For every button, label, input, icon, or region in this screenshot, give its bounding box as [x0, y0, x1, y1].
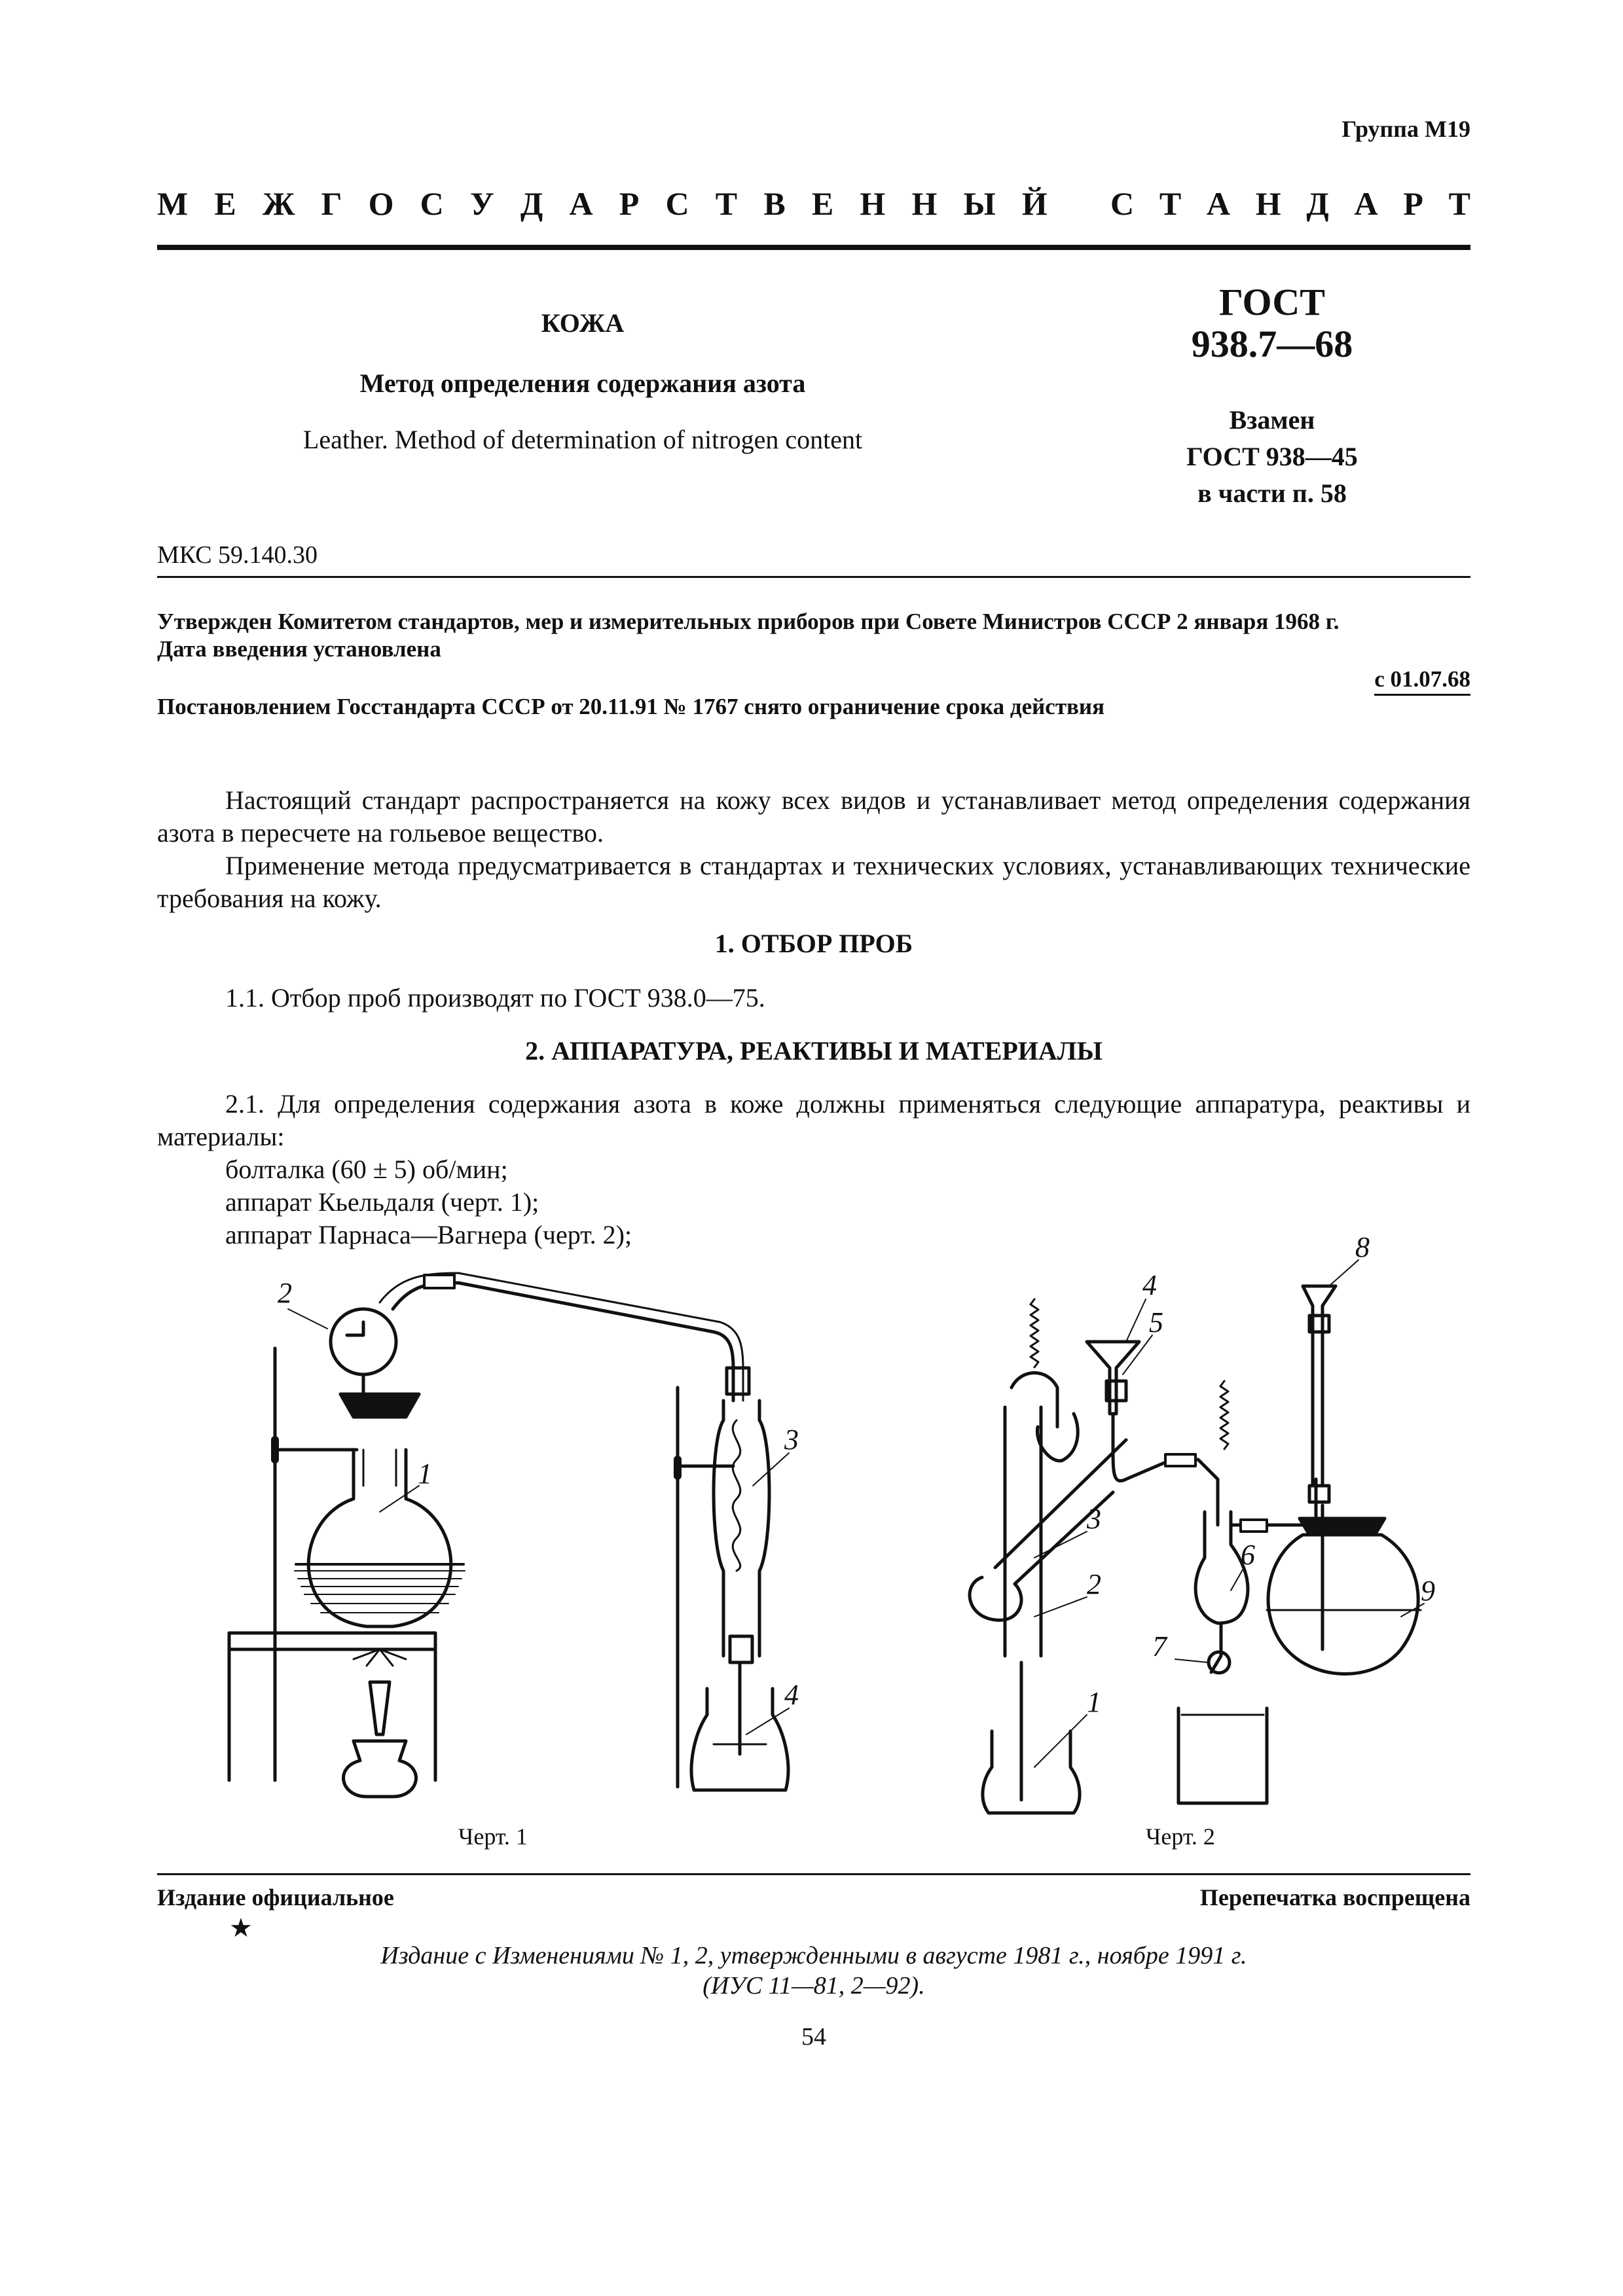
figure-2-label: 6	[1241, 1539, 1255, 1571]
approval-line: Утвержден Комитетом стандартов, мер и измерительных приборов при Совете Министров СССР 2 января 1968 г.	[157, 609, 1340, 634]
banner-letter: Р	[1403, 185, 1423, 222]
figure-2-label: 3	[1087, 1503, 1101, 1535]
figure-2-label: 9	[1421, 1575, 1435, 1607]
validity-note: Постановлением Госстандарта СССР от 20.11.91 № 1767 снято ограничение срока действия	[157, 694, 1105, 719]
reprint-prohibited: Перепечатка воспрещена	[1199, 1884, 1470, 1910]
banner-letter: А	[569, 185, 593, 222]
mks-code: МКС 59.140.30	[157, 541, 318, 569]
banner-letter: С	[1110, 185, 1135, 222]
banner-letter: Р	[619, 185, 640, 222]
list-item: аппарат Парнаса—Вагнера (черт. 2);	[225, 1220, 632, 1249]
banner-letter: Ы	[963, 185, 996, 222]
figure-1-caption: Черт. 1	[458, 1823, 528, 1850]
banner-letter: О	[368, 185, 394, 222]
banner-letter: Е	[811, 185, 834, 222]
edition-note: Издание с Изменениями № 1, 2, утвержденными в августе 1981 г., ноябре 1991 г.	[380, 1942, 1247, 1969]
figure-1-label: 3	[784, 1424, 799, 1456]
section-1-heading: 1. ОТБОР ПРОБ	[714, 929, 913, 958]
application-paragraph: Применение метода предусматривается в стандартах и технических условиях, устанавливающих технические требования на кожу.	[157, 851, 1470, 913]
figure-2-label: 5	[1149, 1306, 1163, 1338]
gost-number: 938.7—68	[1191, 323, 1353, 365]
footer-rule	[157, 1873, 1470, 1875]
banner-letter: С	[420, 185, 444, 222]
group-code: Группа М19	[1341, 116, 1470, 142]
figure-2-label: 7	[1152, 1630, 1167, 1662]
banner-letter: Д	[520, 185, 543, 222]
banner-letter: Д	[1306, 185, 1329, 222]
figure-2-label: 1	[1087, 1686, 1101, 1718]
replaces-line-1: Взамен	[1229, 405, 1315, 435]
figure-1-label: 2	[278, 1277, 292, 1309]
banner-letter: Й	[1021, 185, 1048, 222]
section-2-heading: 2. АППАРАТУРА, РЕАКТИВЫ И МАТЕРИАЛЫ	[525, 1036, 1103, 1066]
page-number: 54	[801, 2023, 826, 2051]
list-item: болталка (60 ± 5) об/мин;	[225, 1155, 508, 1184]
effective-date-label: Дата введения установлена	[157, 636, 441, 662]
replaces-line-3: в части п. 58	[1197, 478, 1347, 508]
figure-2-label: 8	[1355, 1231, 1370, 1263]
clause-1-1: 1.1. Отбор проб производят по ГОСТ 938.0—75.	[225, 983, 765, 1013]
figure-2-caption: Черт. 2	[1146, 1823, 1215, 1850]
banner-letter: Е	[214, 185, 236, 222]
figure-2-label: 4	[1142, 1269, 1157, 1301]
banner-letter: Т	[715, 185, 738, 222]
banner-letter: Г	[321, 185, 342, 222]
official-edition: Издание официальное	[157, 1884, 394, 1910]
kjeldahl-apparatus-drawing	[229, 1273, 788, 1797]
gost-label: ГОСТ	[1219, 281, 1325, 323]
banner-letter: А	[1206, 185, 1231, 222]
document-title: Метод определения содержания азота	[359, 368, 806, 398]
banner-letter: Н	[911, 185, 938, 222]
parnas-wagner-apparatus-drawing	[970, 1286, 1421, 1813]
document-subject: КОЖА	[541, 308, 625, 338]
banner-letter: М	[157, 185, 189, 222]
banner-letter: Н	[860, 185, 886, 222]
replaces-line-2: ГОСТ 938—45	[1186, 442, 1358, 471]
banner-letter: У	[469, 185, 494, 222]
banner-letter: А	[1354, 185, 1378, 222]
banner-letter: С	[665, 185, 689, 222]
ius-reference: (ИУС 11—81, 2—92).	[702, 1972, 925, 2000]
clause-2-1: 2.1. Для определения содержания азота в коже должны применяться следующие аппаратура, реактивы и материалы:	[157, 1089, 1470, 1151]
figure-2-label: 2	[1087, 1568, 1101, 1600]
banner-letter: Т	[1448, 185, 1470, 222]
banner-letter: Т	[1159, 185, 1182, 222]
intro-paragraph: Настоящий стандарт распространяется на кожу всех видов и устанавливает метод определения содержания азота в пересчете на гольевое вещество.	[157, 785, 1470, 848]
star-icon: ★	[229, 1913, 253, 1943]
effective-date: с 01.07.68	[1374, 666, 1470, 696]
banner-letter: В	[763, 185, 786, 222]
figure-1-label: 4	[784, 1679, 799, 1711]
document-title-english: Leather. Method of determination of nitrogen content	[302, 425, 863, 454]
banner-letter: Н	[1255, 185, 1281, 222]
banner-letter: Ж	[262, 185, 295, 222]
figure-1-label: 1	[418, 1458, 432, 1490]
list-item: аппарат Кьельдаля (черт. 1);	[225, 1187, 539, 1217]
